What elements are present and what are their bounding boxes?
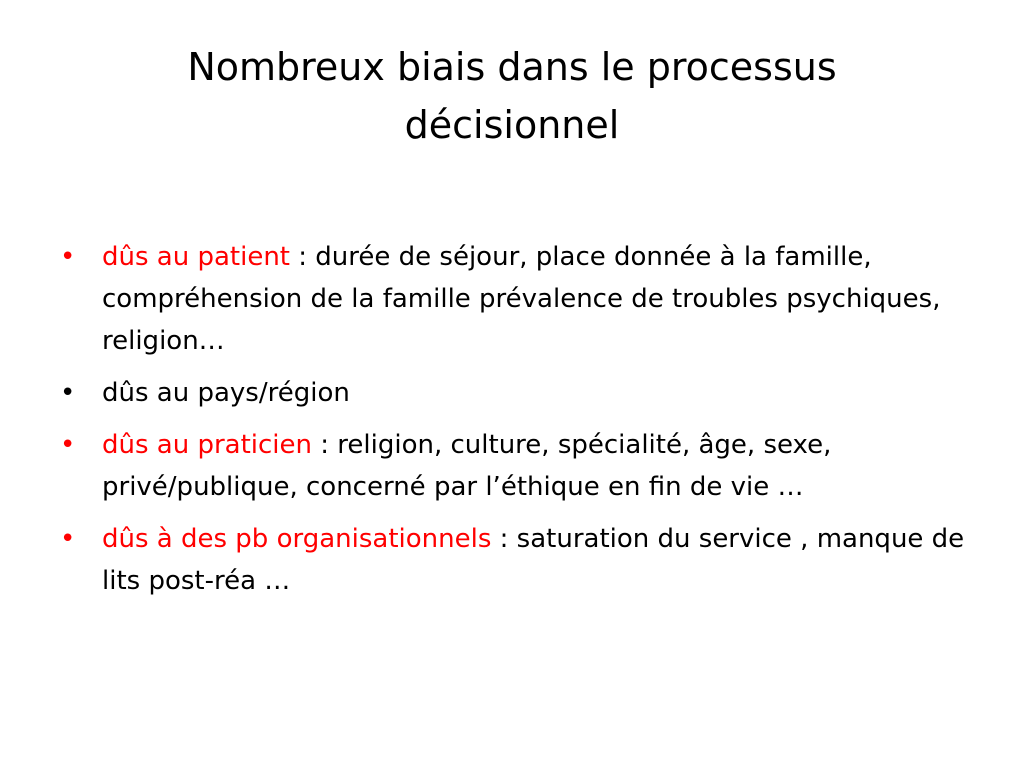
bullet-dot-icon: •	[60, 242, 76, 272]
bullet-list	[60, 236, 972, 612]
slide-title-line-1: Nombreux biais dans le processus	[187, 45, 837, 89]
bullet-highlight: dûs au praticien	[102, 430, 313, 460]
bullet-dot-icon: •	[60, 378, 76, 408]
bullet-text: : religion, culture, spécialité, âge, sexe, privé/publique, concerné par l’éthique en fin de vie …	[102, 430, 832, 502]
bullet-highlight: dûs au patient	[102, 242, 290, 272]
bullet-item-praticien	[60, 424, 972, 508]
bullet-dot-icon: •	[60, 430, 76, 460]
slide-title	[60, 38, 964, 154]
bullet-item-pays	[60, 372, 972, 414]
bullet-item-organisationnels	[60, 518, 972, 602]
slide-title-line-2: décisionnel	[404, 103, 620, 147]
bullet-text: : saturation du service , manque de lits post-réa …	[102, 524, 965, 596]
bullet-text: : durée de séjour, place donnée à la famille, compréhension de la famille prévalence de troubles psychiques, religion…	[102, 242, 941, 356]
bullet-dot-icon: •	[60, 524, 76, 554]
bullet-item-patient	[60, 236, 972, 362]
bullet-text: dûs au pays/région	[102, 378, 350, 408]
bullet-highlight: dûs à des pb organisationnels	[102, 524, 492, 554]
